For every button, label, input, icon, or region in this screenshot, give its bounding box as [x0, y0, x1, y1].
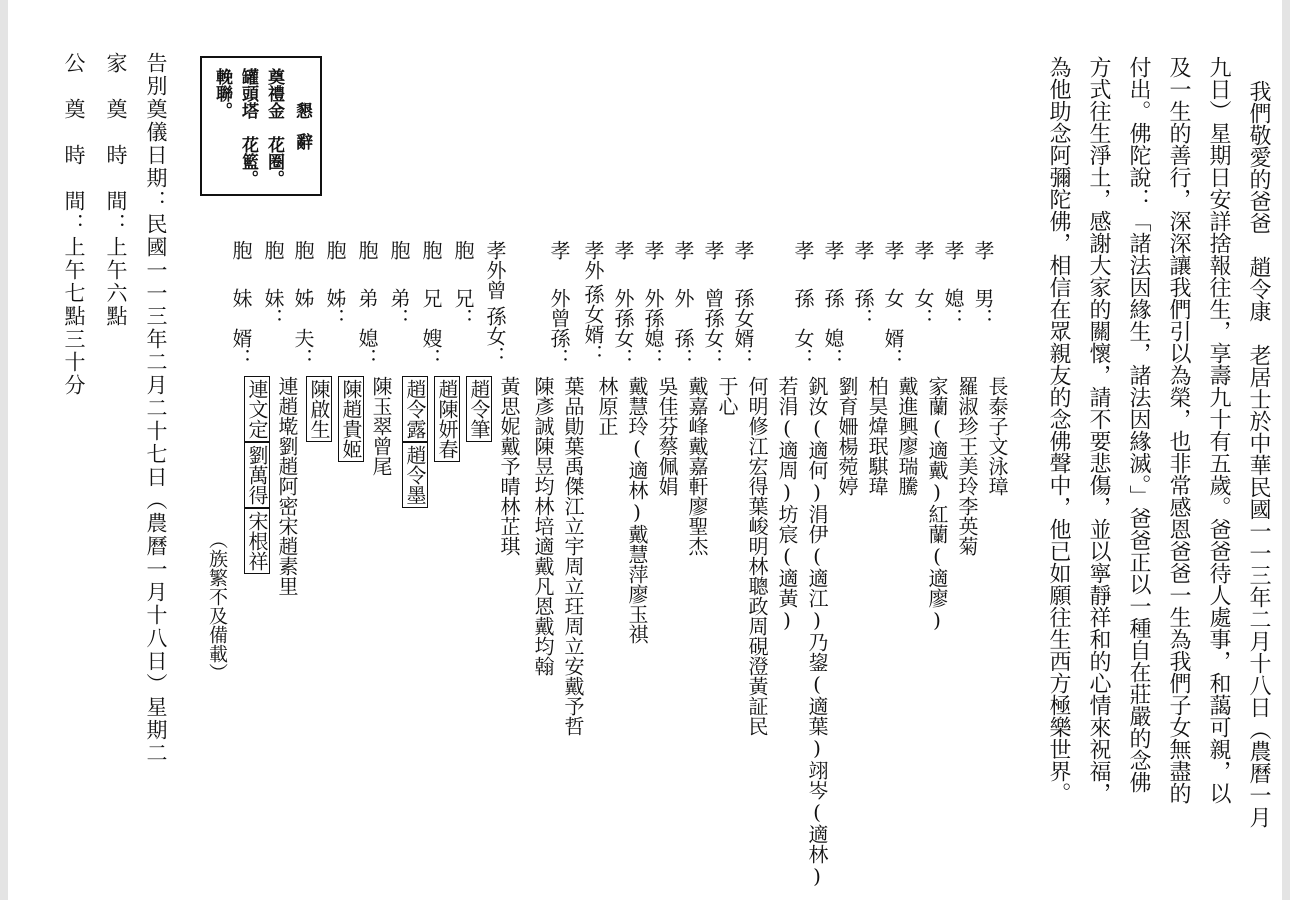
family-role-prefix: 胞	[451, 240, 475, 260]
family-member-name: 戴慧玲(適林)	[625, 376, 649, 524]
family-member-name: 于心	[715, 376, 739, 416]
family-member-name: 陳昱均	[531, 436, 555, 496]
family-member-name: 趙令露	[402, 376, 428, 442]
family-role-prefix: 孝外曾	[483, 240, 507, 300]
family-role-prefix: 孝	[547, 240, 571, 260]
family-member-name: 趙令筆	[466, 376, 492, 442]
family-member-name: 戴慧萍	[625, 524, 649, 584]
obituary-line: 方式往生淨土，感謝大家的關懷，請不要悲傷，並以寧靜祥和的心情來祝福，	[1086, 56, 1111, 804]
family-member-name: 長泰	[985, 376, 1009, 416]
family-member-name: 周立安	[561, 616, 585, 676]
family-member-name: 羅淑珍	[955, 376, 979, 436]
family-role-prefix: 胞	[323, 240, 347, 260]
family-member-name: 煒珉	[865, 416, 889, 456]
family-relation: 弟：	[387, 288, 411, 328]
obituary-line: 付出。佛陀說：「諸法因緣生，諸法因緣滅。」爸爸正以一種自在莊嚴的念佛	[1126, 56, 1151, 793]
family-names	[388, 376, 428, 508]
family-relation: 孫 女：	[791, 288, 815, 368]
family-member-name: 乃鋆(適葉)	[805, 632, 829, 760]
family-member-name: 戴凡恩	[531, 556, 555, 616]
family-role-prefix: 胞	[355, 240, 379, 260]
family-member-name: 廖玉祺	[625, 584, 649, 644]
family-relation: 孫女：	[483, 306, 507, 366]
decline-title: 懇辭	[292, 102, 312, 164]
family-relation: 妹 婿：	[229, 288, 253, 368]
obituary-line: 我們敬愛的爸爸 趙令康 老居士於中華民國一一三年二月十八日（農曆一月	[1246, 80, 1271, 828]
family-names	[230, 376, 270, 574]
obituary-line: 為他助念阿彌陀佛，相信在眾親友的念佛聲中，他已如願往生西方極樂世界。	[1046, 56, 1071, 804]
family-role-prefix: 孝	[881, 240, 905, 260]
family-member-name: 廖聖杰	[685, 496, 709, 556]
family-member-name: 泳璋	[985, 456, 1009, 496]
family-member-name: 江宏得	[745, 436, 769, 496]
family-member-name: 劉趙阿密	[275, 436, 299, 516]
family-relation: 孫女婿：	[581, 284, 605, 364]
family-member-name: 騏瑋	[865, 456, 889, 496]
obituary-page	[8, 0, 1282, 900]
family-names	[732, 376, 768, 736]
family-role-prefix: 孝	[971, 240, 995, 260]
family-member-name: 戴進興	[895, 376, 919, 436]
family-member-name: 宋根祥	[244, 508, 270, 574]
family-role-prefix: 孝	[731, 240, 755, 260]
family-member-name: 陳趙貴姬	[338, 376, 364, 462]
family-member-name: 林芷琪	[497, 496, 521, 556]
family-member-name: 劉育姍	[835, 376, 859, 436]
family-member-name: 陳彥誠	[531, 376, 555, 436]
decline-line: 罐頭塔 花籃。	[238, 68, 258, 187]
family-role-prefix: 孝	[611, 240, 635, 260]
family-member-name: 釩汝(適何)	[805, 376, 829, 504]
family-member-name: 吳佳芬	[655, 376, 679, 436]
family-relation: 外 孫：	[671, 288, 695, 368]
family-member-name: 葉峻明	[745, 496, 769, 556]
family-footnote: （族繁不及備載）	[206, 530, 228, 682]
family-member-name: 葉禹傑	[561, 436, 585, 496]
family-member-name: 李英菊	[955, 496, 979, 556]
family-role-prefix: 孝	[941, 240, 965, 260]
family-role-prefix: 孝	[701, 240, 725, 260]
family-member-name: 江立宇	[561, 496, 585, 556]
family-member-name: 周立玨	[561, 556, 585, 616]
family-names	[518, 376, 554, 676]
family-names	[582, 376, 618, 436]
family-member-name: 趙陳妍春	[434, 376, 460, 462]
family-member-name: 戴予哲	[561, 676, 585, 736]
family-relation: 媳：	[941, 288, 965, 328]
family-member-name: 周硯澄	[745, 616, 769, 676]
family-relation: 兄 嫂：	[419, 288, 443, 368]
family-role-prefix: 胞	[261, 240, 285, 260]
family-member-name: 黃証民	[745, 676, 769, 736]
family-member-name: 廖瑞騰	[895, 436, 919, 496]
family-member-name: 連文定	[244, 376, 270, 442]
family-role-prefix: 孝	[851, 240, 875, 260]
family-role-prefix: 孝	[641, 240, 665, 260]
family-member-name: 連趙墘	[275, 376, 299, 436]
obituary-line: 九日）星期日安詳捨報往生，享壽九十有五歲。爸爸待人處事，和藹可親，以	[1206, 56, 1231, 804]
family-member-name: 趙令墨	[402, 442, 428, 508]
family-member-name: 何明修	[745, 376, 769, 436]
family-member-name: 柏昊	[865, 376, 889, 416]
family-relation: 外孫媳：	[641, 288, 665, 368]
public-rites-time: 公 奠 時 間：上午七點三十分	[62, 52, 86, 397]
family-member-name: 林培適	[531, 496, 555, 556]
family-member-name: 王美玲	[955, 436, 979, 496]
family-member-name: 林原正	[595, 376, 619, 436]
family-relation: 孫女婿：	[731, 288, 755, 368]
family-relation: 男：	[971, 288, 995, 328]
family-member-name: 宋趙素里	[275, 516, 299, 596]
family-role-prefix: 胞	[419, 240, 443, 260]
family-relation: 孫 媳：	[821, 288, 845, 368]
family-member-name: 葉品勛	[561, 376, 585, 436]
decline-notice-box	[200, 56, 322, 196]
family-role-prefix: 胞	[229, 240, 253, 260]
family-member-name: 林聰政	[745, 556, 769, 616]
family-member-name: 戴嘉軒	[685, 436, 709, 496]
family-relation: 妹：	[261, 288, 285, 328]
family-role-prefix: 孝	[821, 240, 845, 260]
family-rites-time: 家 奠 時 間：上午六點	[104, 52, 128, 328]
family-member-name: 子文	[985, 416, 1009, 456]
family-role-prefix: 孝	[911, 240, 935, 260]
family-role-prefix: 孝	[791, 240, 815, 260]
family-member-name: 陳玉翠	[369, 376, 393, 436]
family-role-prefix: 孝	[671, 240, 695, 260]
family-member-name: 坊宸(適黃)	[775, 504, 799, 632]
family-role-prefix: 胞	[387, 240, 411, 260]
family-relation: 外孫女：	[611, 288, 635, 368]
family-relation: 女 婿：	[881, 288, 905, 368]
family-member-name: 黃思妮	[497, 376, 521, 436]
family-member-name: 蔡佩娟	[655, 436, 679, 496]
family-relation: 女：	[911, 288, 935, 328]
family-member-name: 翊岑(適林)	[805, 760, 829, 888]
family-member-name: 曾尾	[369, 436, 393, 476]
decline-line: 輓聯。	[212, 68, 232, 119]
family-relation: 外曾孫：	[547, 288, 571, 368]
family-member-name: 戴均翰	[531, 616, 555, 676]
family-relation: 曾孫女：	[701, 288, 725, 368]
family-member-name: 涓伊(適江)	[805, 504, 829, 632]
family-member-name: 家蘭(適戴)	[925, 376, 949, 504]
family-relation: 弟 媳：	[355, 288, 379, 368]
family-member-name: 陳啟生	[306, 376, 332, 442]
family-member-name: 劉萬得	[244, 442, 270, 508]
family-relation: 姊 夫：	[291, 288, 315, 368]
family-relation: 姊：	[323, 288, 347, 328]
family-role-prefix: 胞	[291, 240, 315, 260]
decline-line: 奠禮金 花圈。	[264, 68, 284, 187]
family-member-name: 楊菀婷	[835, 436, 859, 496]
family-role-prefix: 孝外	[581, 240, 605, 280]
farewell-date: 告別奠儀日期：民國一一三年二月二十七日（農曆一月十八日）星期二	[144, 52, 168, 765]
family-member-name: 戴予晴	[497, 436, 521, 496]
obituary-line: 及一生的善行，深深讓我們引以為榮，也非常感恩爸爸一生為我們子女無盡的	[1166, 56, 1191, 804]
family-relation: 兄：	[451, 288, 475, 328]
family-member-name: 若涓(適周)	[775, 376, 799, 504]
family-relation: 孫：	[851, 288, 875, 328]
family-member-name: 紅蘭(適廖)	[925, 504, 949, 632]
family-member-name: 戴嘉峰	[685, 376, 709, 436]
